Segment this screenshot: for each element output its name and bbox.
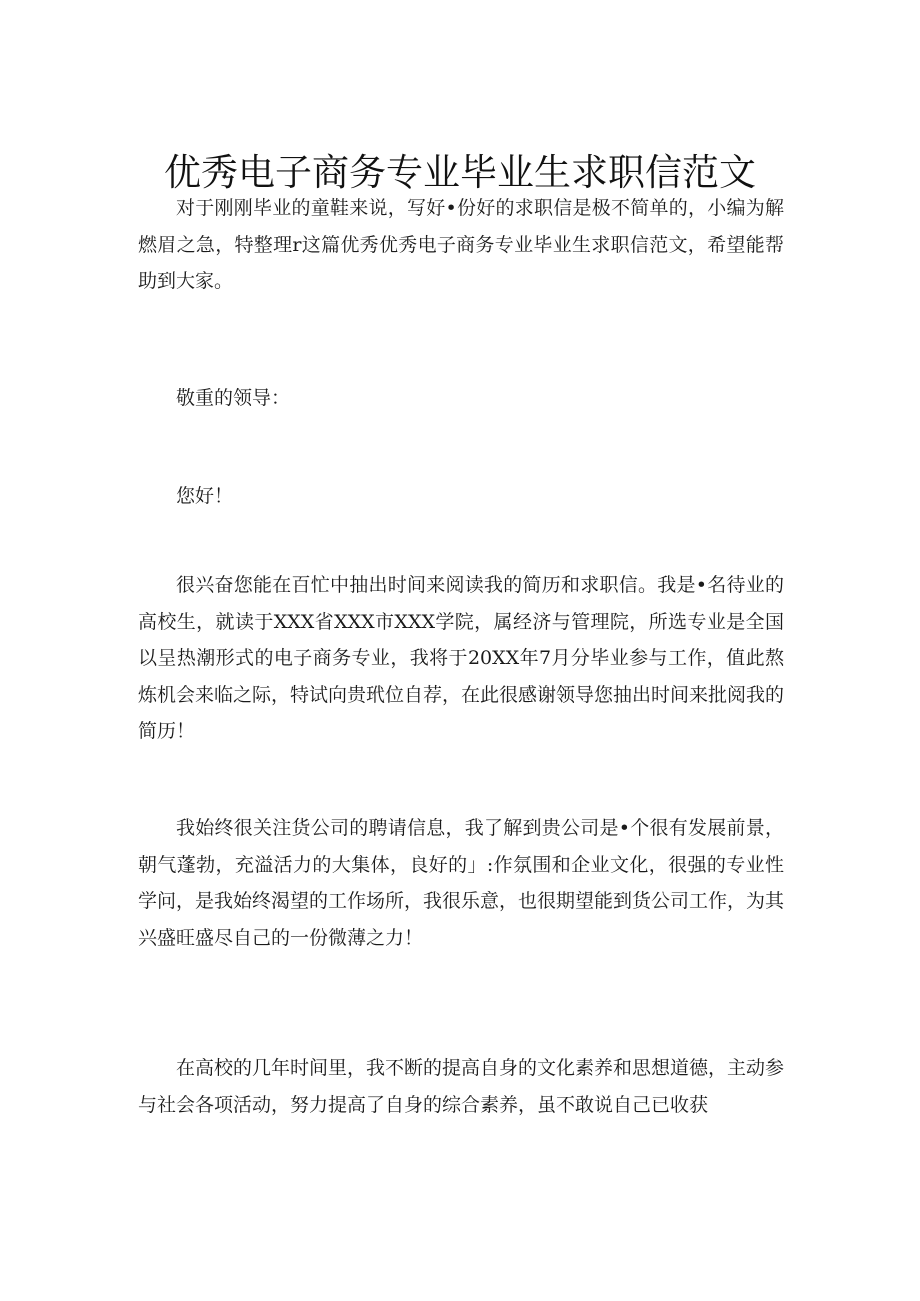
intro-paragraph: 对于刚刚毕业的童鞋来说，写好•份好的求职信是极不简单的，小编为解燃眉之急，特整理r这篇优秀优秀电子商务专业毕业生求职信范文，希望能帮助到大家。 xyxy=(138,197,784,292)
body-paragraph-1: 很兴奋您能在百忙中抽出时间来阅读我的简历和求职信。我是•名待业的高校生，就读于XXX省XXX市XXX学院，属经济与管理院，所选专业是全国以呈热潮形式的电子商务专业，我将于20XX年7月分毕业参与工作，值此熬炼机会来临之际，特试向贵玳位自荐，在此很感谢领导您抽出时间来批阅我的简历！ xyxy=(138,574,785,742)
body-paragraph-3: 在高校的几年时间里，我不断的提高自身的文化素养和思想道德，主动参与社会各项活动，努力提高了自身的综合素养，虽不敢说自己已收获 xyxy=(138,1057,785,1116)
greeting: 您好！ xyxy=(176,485,234,507)
document-title: 优秀电子商务专业毕业生求职信范文 xyxy=(164,150,756,194)
salutation: 敬重的领导： xyxy=(176,387,291,409)
body-paragraph-2: 我始终很关注货公司的聘请信息，我了解到贵公司是•个很有发展前景，朝气蓬勃，充溢活力的大集体，良好的」:作氛围和企业文化，很强的专业性学问，是我始终渴望的工作场所，我很乐意，也很期望能到货公司工作，为其兴盛旺盛尽自己的一份微薄之力！ xyxy=(138,817,785,949)
